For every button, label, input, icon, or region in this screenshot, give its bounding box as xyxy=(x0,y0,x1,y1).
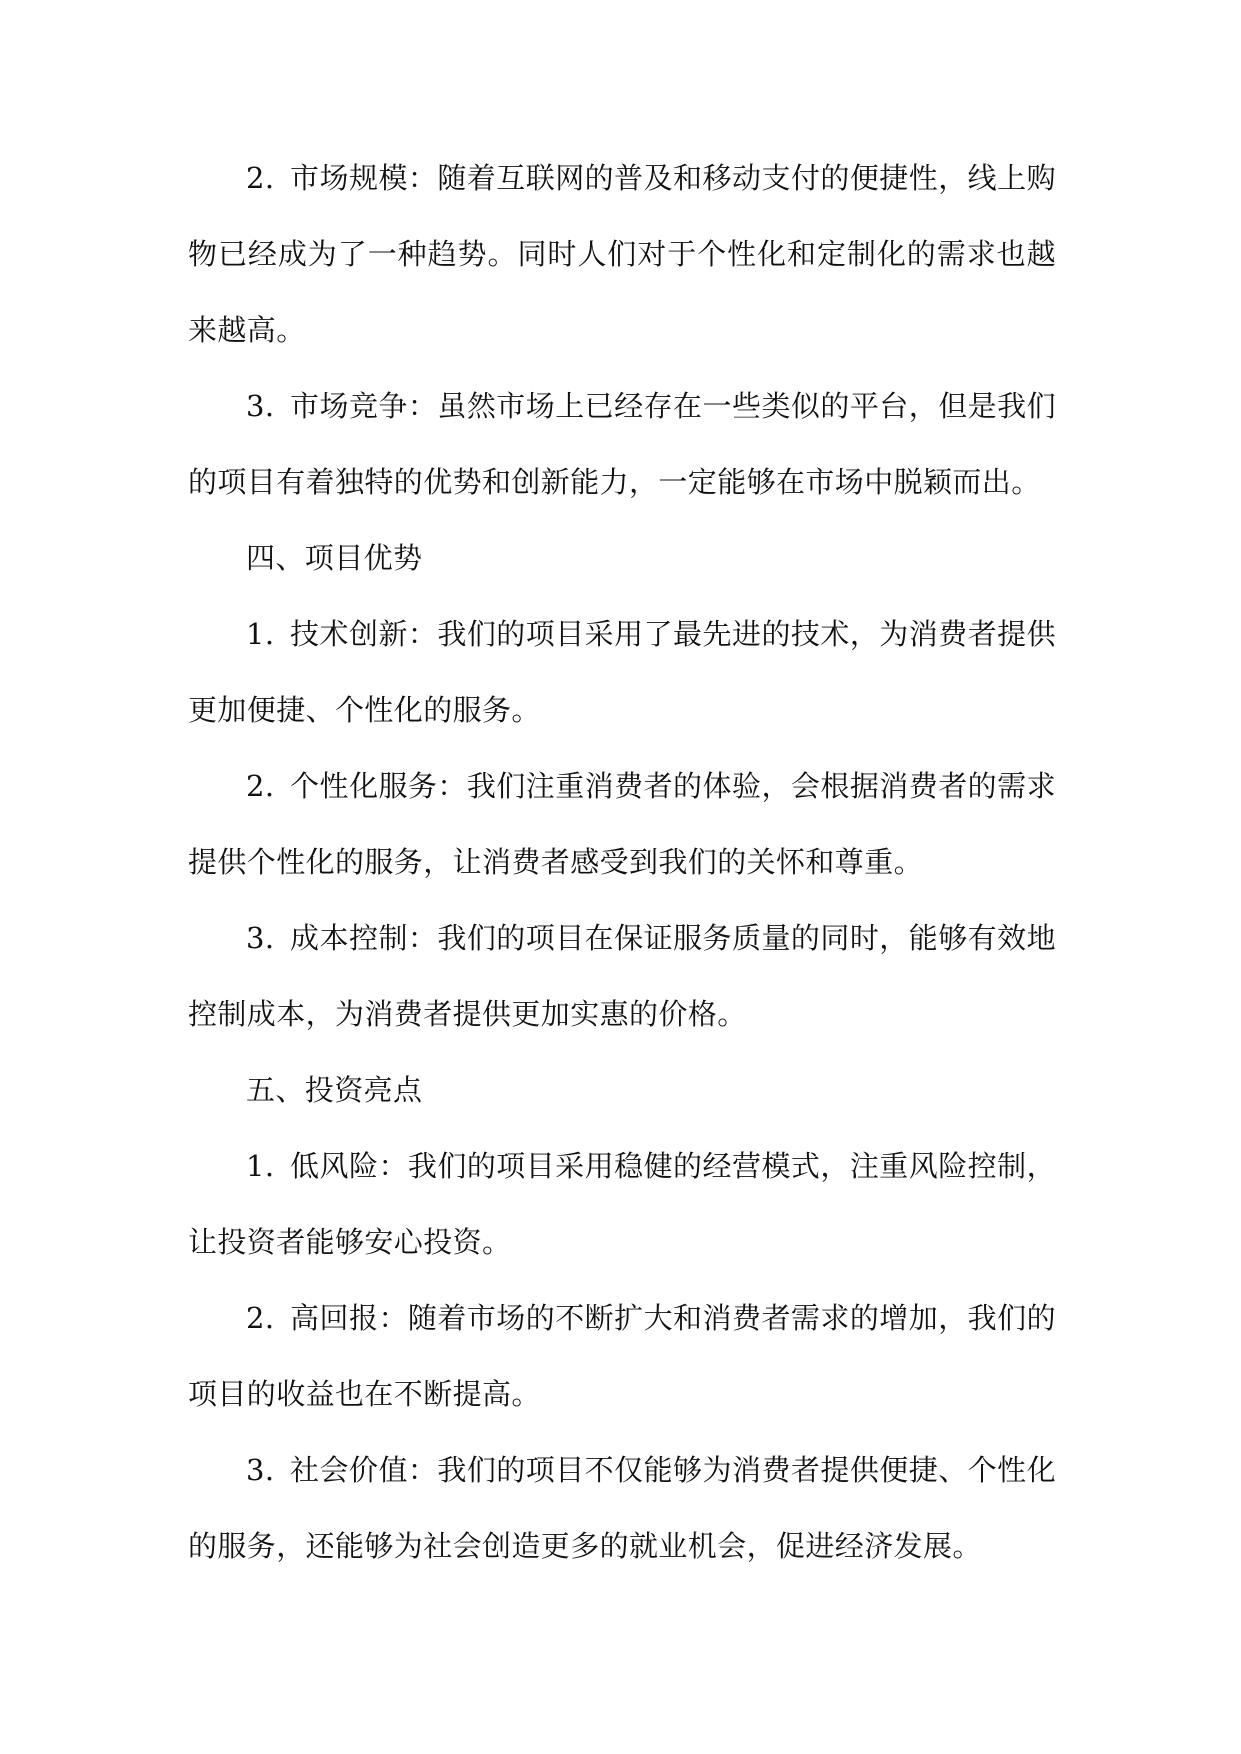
item-number: 3. xyxy=(246,1453,275,1487)
paragraph-text: 技术创新：我们的项目采用了最先进的技术，为消费者提供更加便捷、个性化的服务。 xyxy=(188,617,1056,727)
item-number: 2. xyxy=(246,1301,275,1335)
item-number: 1. xyxy=(246,617,275,651)
paragraph-text: 低风险：我们的项目采用稳健的经营模式，注重风险控制，让投资者能够安心投资。 xyxy=(188,1149,1056,1259)
paragraph-text: 高回报：随着市场的不断扩大和消费者需求的增加，我们的项目的收益也在不断提高。 xyxy=(188,1301,1056,1411)
paragraph-text: 市场规模：随着互联网的普及和移动支付的便捷性，线上购物已经成为了一种趋势。同时人们对于个性化和定制化的需求也越来越高。 xyxy=(188,161,1056,347)
paragraph-text: 个性化服务：我们注重消费者的体验，会根据消费者的需求提供个性化的服务，让消费者感受到我们的关怀和尊重。 xyxy=(188,769,1056,879)
paragraph-tech-innovation xyxy=(188,596,1056,748)
paragraph-low-risk xyxy=(188,1128,1056,1280)
paragraph-personalized-service xyxy=(188,748,1056,900)
item-number: 1. xyxy=(246,1149,275,1183)
paragraph-text: 社会价值：我们的项目不仅能够为消费者提供便捷、个性化的服务，还能够为社会创造更多的就业机会，促进经济发展。 xyxy=(188,1453,1056,1563)
item-number: 3. xyxy=(246,389,275,423)
paragraph-text: 市场竞争：虽然市场上已经存在一些类似的平台，但是我们的项目有着独特的优势和创新能力，一定能够在市场中脱颖而出。 xyxy=(188,389,1056,499)
section-heading-project-advantages: 四、项目优势 xyxy=(246,541,423,575)
paragraph-market-size xyxy=(188,140,1056,368)
paragraph-text: 成本控制：我们的项目在保证服务质量的同时，能够有效地控制成本，为消费者提供更加实惠的价格。 xyxy=(188,921,1056,1031)
section-heading-investment-highlights: 五、投资亮点 xyxy=(246,1073,423,1107)
paragraph-cost-control xyxy=(188,900,1056,1052)
paragraph-social-value xyxy=(188,1432,1056,1584)
item-number: 2. xyxy=(246,769,275,803)
item-number: 2. xyxy=(246,161,275,195)
paragraph-high-return xyxy=(188,1280,1056,1432)
document-body xyxy=(188,140,1056,1584)
item-number: 3. xyxy=(246,921,275,955)
paragraph-market-competition xyxy=(188,368,1056,520)
